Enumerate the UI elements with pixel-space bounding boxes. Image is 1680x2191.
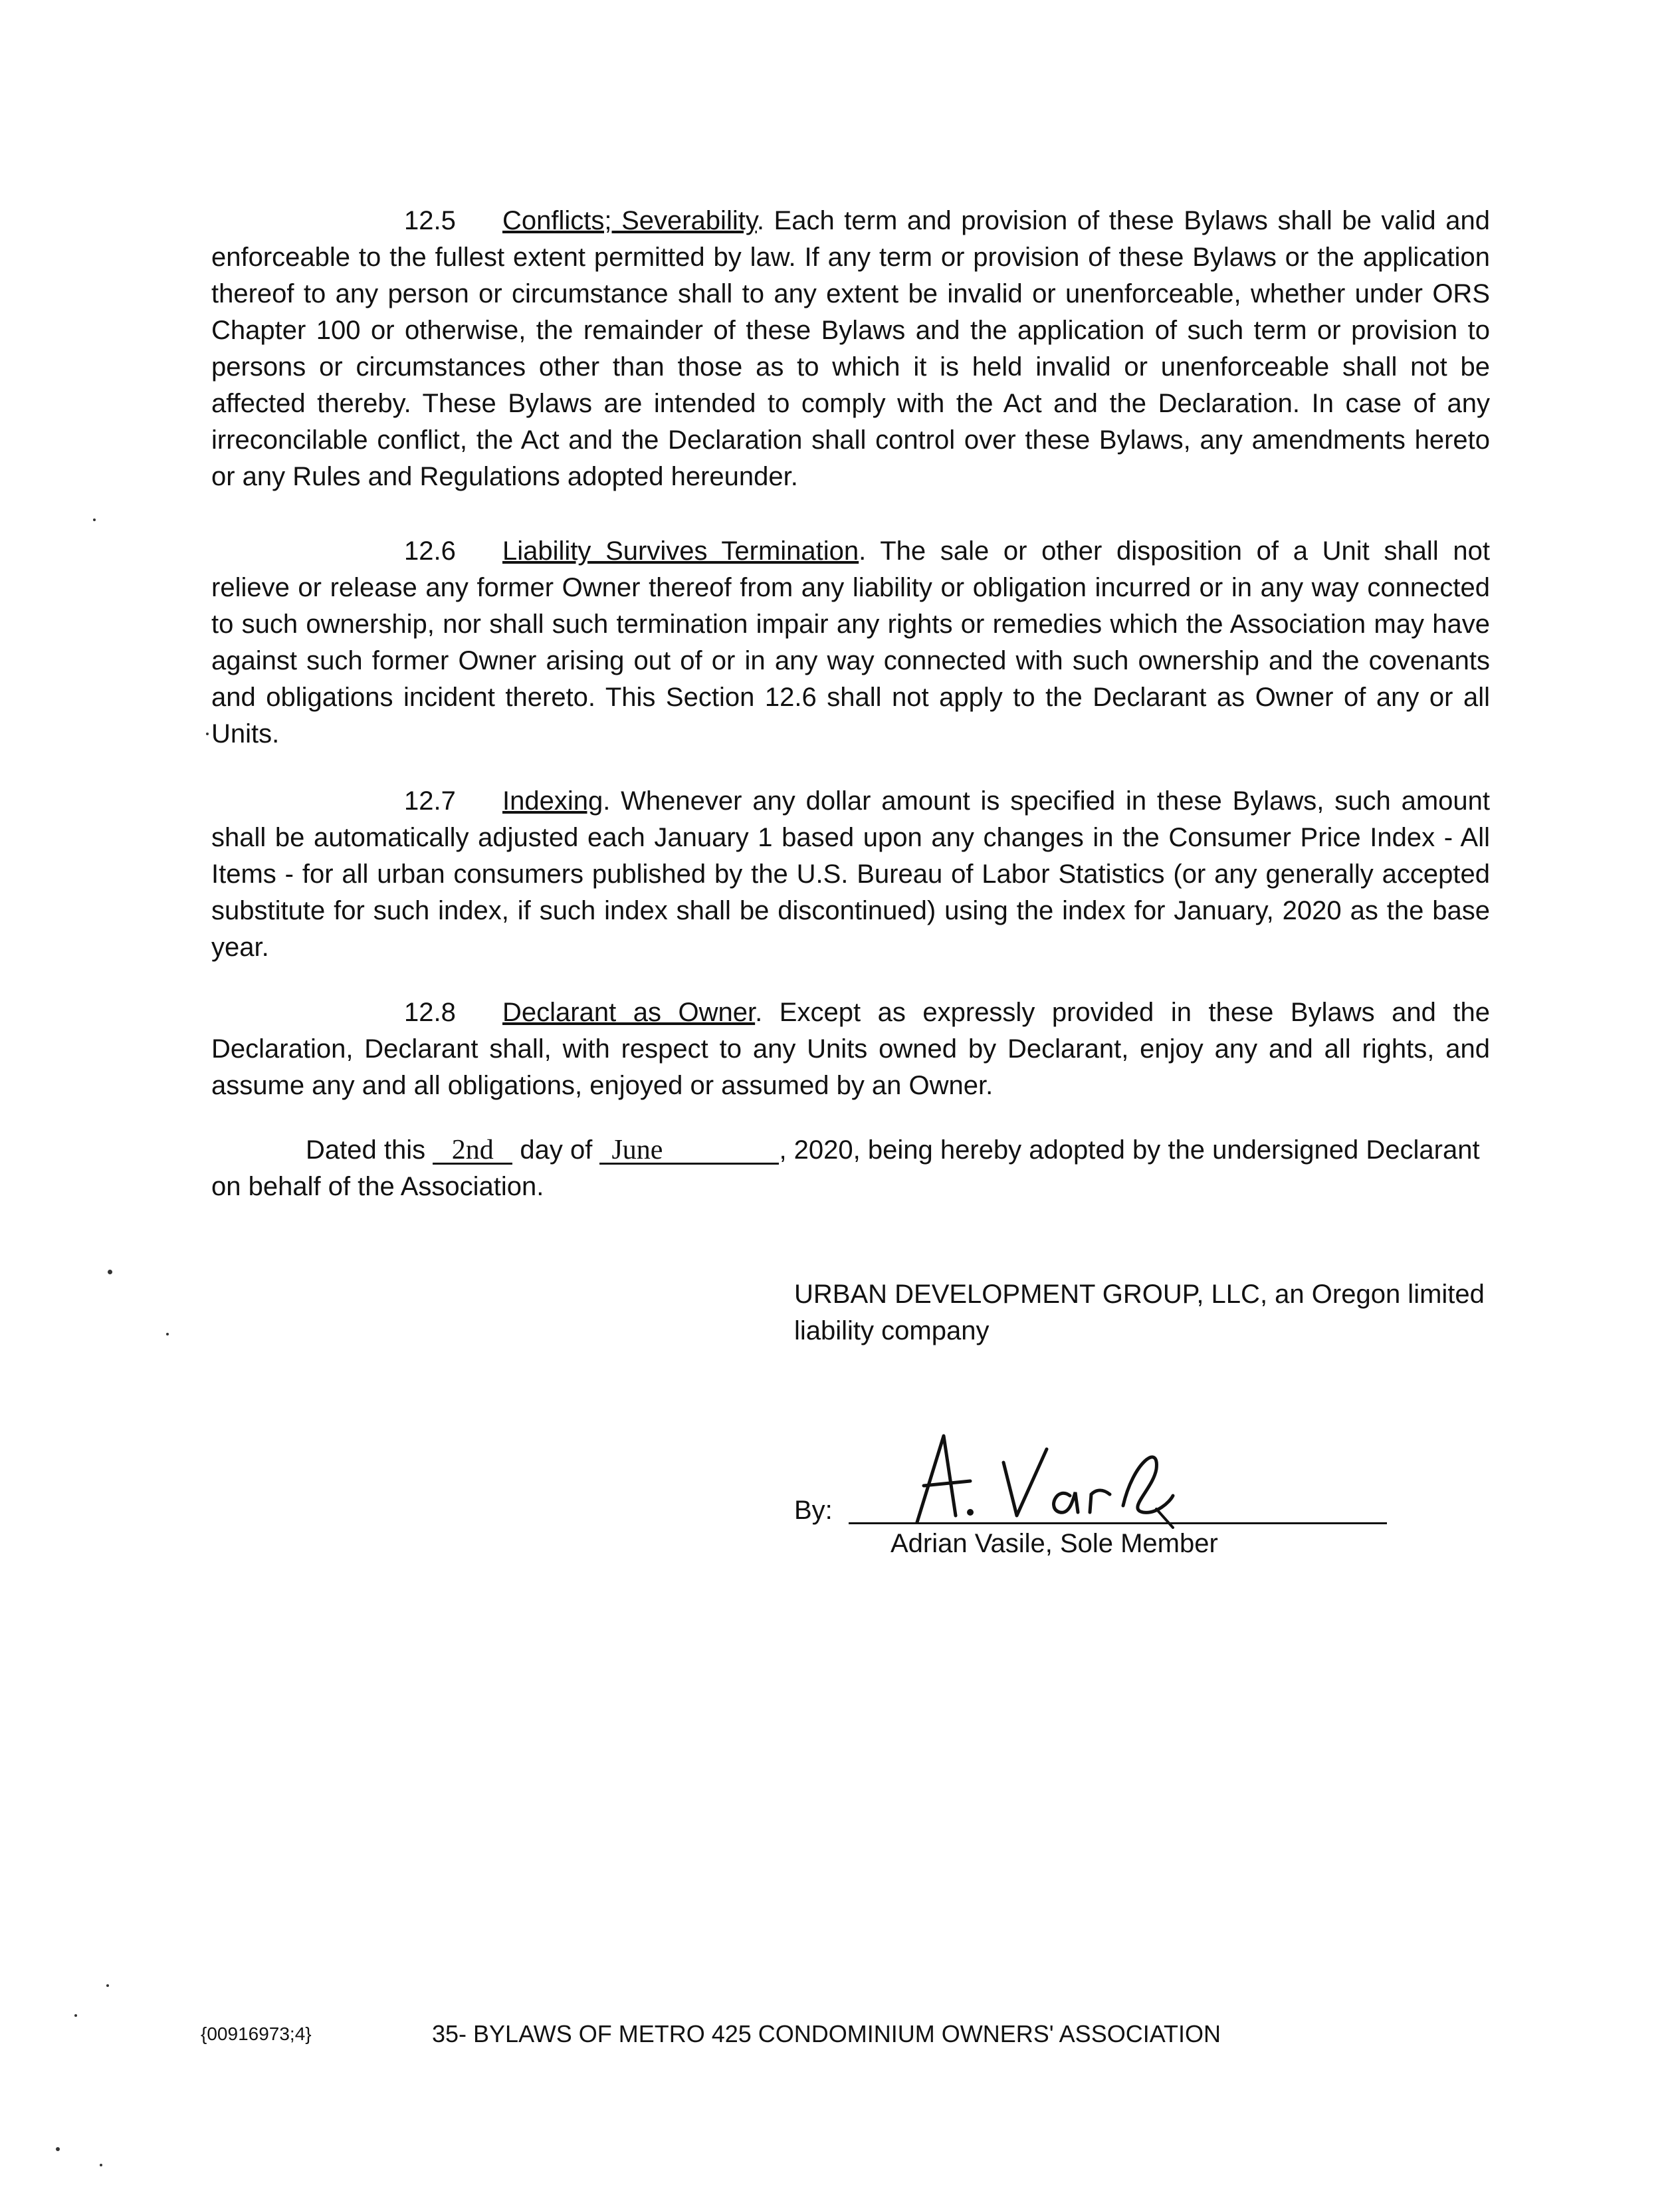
section-12-7 bbox=[211, 783, 1490, 966]
section-body: . Each term and provision of these Bylaws shall be valid and enforceable to the fullest extent permitted by law. If any term or provision of these Bylaws or the application thereof to any person or circumstance shall to any extent be invalid or unenforceable, whether under ORS Chapter 100 or otherwise, the remainder of these Bylaws and the application of such term or provision to persons or circumstances other than those as to which it is held invalid or unenforceable shall not be affected thereby. These Bylaws are intended to comply with the Act and the Declaration. In case of any irreconcilable conflict, the Act and the Declaration shall control over these Bylaws, any amendments hereto or any Rules and Regulations adopted hereunder. bbox=[211, 206, 1490, 491]
dated-middle: day of bbox=[520, 1135, 593, 1165]
section-body: . Except as expressly provided in these Bylaws and the Declaration, Declarant shall, with respect to any Units owned by Declarant, enjoy any and all rights, and assume any and all obligations, enjoyed or assumed by an Owner. bbox=[211, 998, 1490, 1100]
dated-suffix: , 2020, being hereby adopted by the undersigned Declarant on behalf of the Association. bbox=[211, 1135, 1480, 1201]
section-number: 12.7 bbox=[404, 786, 456, 816]
month-fill-in: June bbox=[599, 1137, 779, 1165]
dated-clause bbox=[211, 1132, 1490, 1205]
scan-speck bbox=[74, 2014, 77, 2017]
section-body: . Whenever any dollar amount is specified in these Bylaws, such amount shall be automatically adjusted each January 1 based upon any changes in the Consumer Price Index - All Items - for all urban consumers published by the U.S. Bureau of Labor Statistics (or any generally accepted substitute for such index, if such index shall be discontinued) using the index for January, 2020 as the base year. bbox=[211, 786, 1490, 962]
section-heading: Conflicts; Severability bbox=[502, 206, 757, 235]
scan-speck bbox=[166, 1333, 169, 1335]
by-label: By: bbox=[794, 1496, 833, 1525]
scan-speck bbox=[93, 519, 96, 521]
section-12-8 bbox=[211, 994, 1490, 1104]
section-12-6 bbox=[211, 533, 1490, 752]
section-heading: Indexing bbox=[502, 786, 603, 816]
section-number: 12.5 bbox=[404, 206, 456, 235]
signer-name: Adrian Vasile, Sole Member bbox=[891, 1529, 1218, 1558]
scan-speck bbox=[108, 1270, 112, 1274]
section-heading: Declarant as Owner bbox=[502, 998, 756, 1027]
scan-speck bbox=[100, 2164, 102, 2166]
footer-title: 35- BYLAWS OF METRO 425 CONDOMINIUM OWNERS' ASSOCIATION bbox=[432, 2020, 1221, 2047]
section-12-5 bbox=[211, 203, 1490, 495]
company-name: URBAN DEVELOPMENT GROUP, LLC, an Oregon limited liability company bbox=[794, 1280, 1485, 1345]
section-number: 12.8 bbox=[404, 998, 456, 1027]
section-heading: Liability Survives Termination bbox=[502, 536, 859, 566]
handwritten-signature bbox=[904, 1423, 1183, 1529]
scan-speck bbox=[56, 2147, 60, 2151]
day-fill-in: 2nd bbox=[433, 1137, 512, 1165]
scan-speck bbox=[106, 1984, 109, 1987]
section-body: . The sale or other disposition of a Unit shall not relieve or release any former Owner thereof from any liability or obligation incurred or in any way connected to such ownership, nor shall such termination impair any rights or remedies which the Association may have against such former Owner arising out of or in any way connected with such ownership and the covenants and obligations incident thereto. This Section 12.6 shall not apply to the Declarant as Owner of any or all Units. bbox=[211, 536, 1490, 749]
scan-speck bbox=[206, 733, 209, 735]
section-number: 12.6 bbox=[404, 536, 456, 566]
document-id: {00916973;4} bbox=[201, 2023, 312, 2044]
dated-prefix: Dated this bbox=[306, 1135, 426, 1165]
